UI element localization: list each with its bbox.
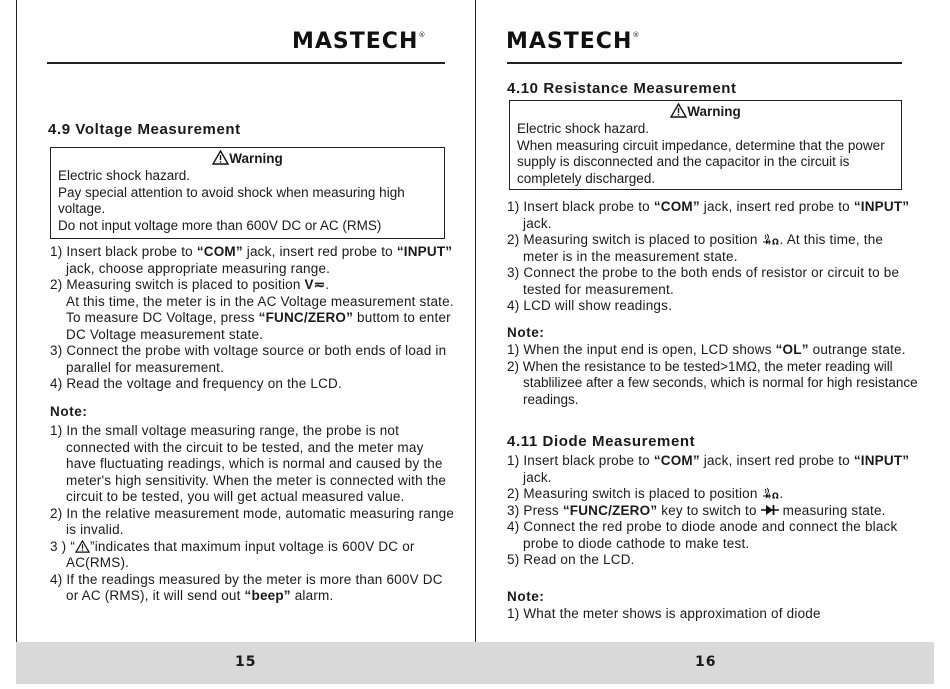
note-heading-voltage: Note: — [50, 404, 88, 419]
diode-icon — [761, 504, 779, 516]
list-item: 2) Measuring switch is placed to position V≂. At this time, the meter is in the AC Voltage measurement state. To measure DC Voltage, press “FUNC/ZERO” buttom to enter DC Voltage measurement state. — [50, 277, 454, 342]
svg-text:Ω: Ω — [771, 491, 779, 499]
section-heading-resistance: 4.10 Resistance Measurement — [507, 80, 737, 97]
footer-band — [16, 642, 934, 684]
warning-line: Electric shock hazard. — [517, 121, 650, 136]
list-item: 3 ) “ ”indicates that maximum input voltage is 600V DC or AC(RMS). — [50, 538, 415, 570]
section-heading-diode: 4.11 Diode Measurement — [507, 433, 696, 450]
ac-voltage-symbol: V≂ — [304, 277, 326, 292]
voltage-steps — [50, 244, 455, 393]
note-heading-diode: Note: — [507, 589, 545, 604]
resistance-steps — [507, 199, 922, 315]
warning-title: Warning — [58, 150, 437, 168]
left-margin-line — [16, 0, 17, 642]
list-item: 4) Read the voltage and frequency on the LCD. — [50, 376, 342, 391]
list-item: 1) When the input end is open, LCD shows “OL” outrange state. — [507, 342, 906, 357]
gutter-line — [475, 0, 476, 642]
list-item: 2) When the resistance to be tested>1MΩ, the meter reading will stablilizee after a few seconds, which is normal for high resistance readings. — [507, 358, 918, 407]
list-item: 1) Insert black probe to “COM” jack, insert red probe to “INPUT” jack, choose appropriate measuring range. — [50, 244, 453, 276]
list-item: 4) If the readings measured by the meter is more than 600V DC or AC (RMS), it will send out “beep” alarm. — [50, 571, 443, 603]
list-item: 4) Connect the red probe to diode anode and connect the black probe to diode cathode to make test. — [507, 519, 898, 551]
list-item: 3) Connect the probe with voltage source or both ends of load in parallel for measurement. — [50, 343, 447, 375]
list-item: 1) Insert black probe to “COM” jack, insert red probe to “INPUT” jack. — [507, 453, 910, 485]
list-item: 1) In the small voltage measuring range, the probe is not connected with the circuit to be tested, and the meter may have fluctuating readings, which is normal and caused by the meter's high sensitivity. When the meter is connected with the circuit to be tested, you will get actual measured value. — [50, 423, 447, 504]
continuity-resistance-icon — [762, 233, 780, 245]
page-number-right: 16 — [695, 654, 717, 670]
warning-triangle-icon — [670, 103, 687, 118]
list-item: 2) Measuring switch is placed to position Ω . At this time, the meter is in the measurement state. — [507, 232, 884, 264]
brand-logo-left: MASTECH® — [292, 29, 427, 54]
continuity-resistance-icon — [762, 487, 780, 499]
section-heading-voltage: 4.9 Voltage Measurement — [48, 121, 241, 138]
warning-line: When measuring circuit impedance, determine that the power supply is disconnected and the capacitor in the circuit is completely discharged. — [517, 137, 885, 186]
note-heading-resistance: Note: — [507, 325, 545, 340]
list-item: 3) Connect the probe to the both ends of resistor or circuit to be tested for measurement. — [507, 265, 900, 297]
warning-triangle-icon — [75, 540, 90, 553]
warning-line: Pay special attention to avoid shock when measuring high voltage. — [58, 184, 405, 216]
warning-title: Warning — [517, 103, 894, 121]
brand-text: MASTECH — [506, 29, 633, 54]
list-item: 2) In the relative measurement mode, automatic measuring range is invalid. — [50, 505, 455, 537]
list-item: 1) What the meter shows is approximation of diode — [507, 606, 821, 621]
diode-steps — [507, 453, 922, 569]
brand-text: MASTECH — [292, 29, 419, 54]
svg-text:Ω: Ω — [771, 237, 779, 245]
list-item: 2) Measuring switch is placed to position Ω . — [507, 486, 784, 501]
list-item: 5) Read on the LCD. — [507, 552, 635, 567]
diode-notes — [507, 606, 922, 623]
warning-line: Do not input voltage more than 600V DC or AC (RMS) — [58, 217, 382, 233]
list-item: 3) Press “FUNC/ZERO” key to switch to measuring state. — [507, 502, 886, 518]
warning-box-resistance — [509, 100, 902, 190]
header-rule-left — [47, 62, 445, 64]
brand-logo-right: MASTECH® — [506, 29, 641, 54]
warning-box-voltage — [50, 147, 445, 239]
warning-triangle-icon — [212, 150, 229, 165]
header-rule-right — [507, 62, 902, 64]
voltage-notes — [50, 423, 455, 605]
resistance-notes — [507, 342, 935, 408]
warning-line: Electric shock hazard. — [58, 168, 191, 183]
list-item: 1) Insert black probe to “COM” jack, insert red probe to “INPUT” jack. — [507, 199, 910, 231]
list-item: 4) LCD will show readings. — [507, 298, 673, 313]
page-number-left: 15 — [235, 654, 257, 670]
